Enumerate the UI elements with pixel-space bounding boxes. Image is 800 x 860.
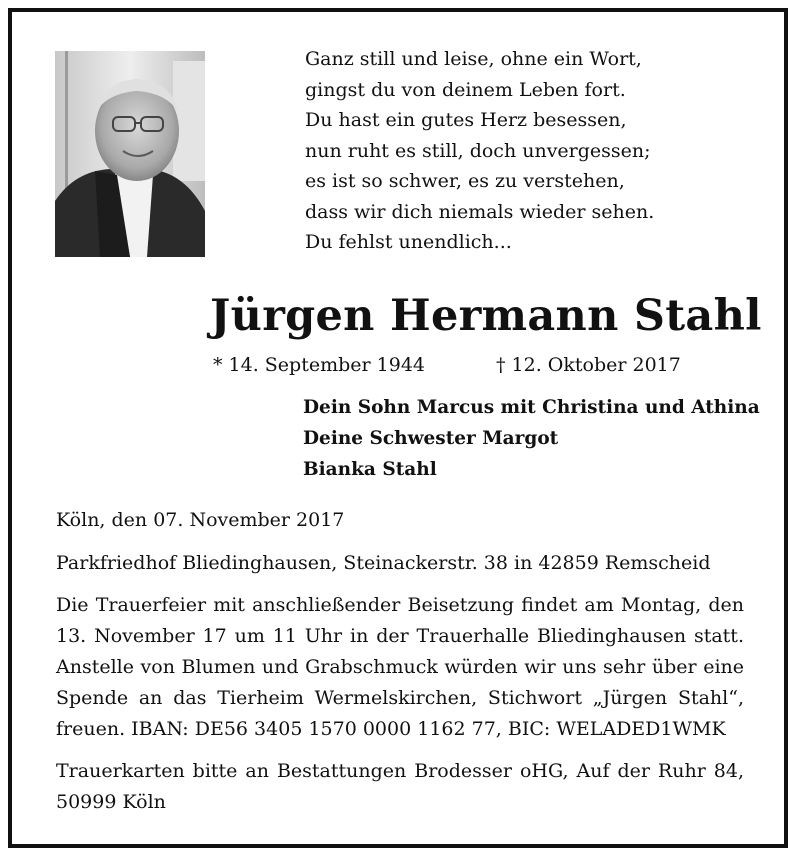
poem-line: Ganz still und leise, ohne ein Wort, — [305, 48, 642, 70]
deceased-name: Jürgen Hermann Stahl — [210, 291, 762, 341]
poem-line: es ist so schwer, es zu verstehen, — [305, 170, 625, 192]
mourner: Bianka Stahl — [303, 459, 437, 480]
mourners-list — [303, 392, 773, 485]
poem-line: dass wir dich niemals wieder sehen. — [305, 200, 655, 223]
birth-date: * 14. September 1944 — [213, 354, 425, 376]
place-and-date: Köln, den 07. November 2017 — [56, 509, 345, 531]
poem-line: nun ruht es still, doch unvergessen; — [305, 139, 651, 162]
mourner: Dein Sohn Marcus mit Christina und Athina — [303, 397, 760, 418]
poem-line: Du hast ein gutes Herz besessen, — [305, 109, 627, 131]
poem-line: gingst du von deinem Leben fort. — [305, 78, 626, 101]
condolence-cards-address: Trauerkarten bitte an Bestattungen Brodesser oHG, Auf der Ruhr 84, 50999 Köln — [56, 760, 744, 813]
funeral-service-details: Die Trauerfeier mit anschließender Beisetzung findet am Montag, den 13. November 17 um 11 Uhr in der Trauerhalle Bliedinghausen statt. Anstelle von Blumen und Grabschmuck würden wir uns sehr über eine Spende an das Tierheim Wermelskirchen, Stichwort „Jürgen Stahl“, freuen. IBAN: DE56 3405 1570 0000 1162 77, BIC: WELADED1WMK — [56, 594, 744, 740]
mourner: Deine Schwester Margot — [303, 428, 559, 449]
portrait-photo — [55, 51, 205, 257]
memorial-poem — [305, 44, 725, 258]
poem-line: Du fehlst unendlich... — [305, 231, 512, 253]
cemetery-address: Parkfriedhof Bliedinghausen, Steinackerstr. 38 in 42859 Remscheid — [56, 552, 711, 574]
death-date: † 12. Oktober 2017 — [496, 354, 681, 376]
